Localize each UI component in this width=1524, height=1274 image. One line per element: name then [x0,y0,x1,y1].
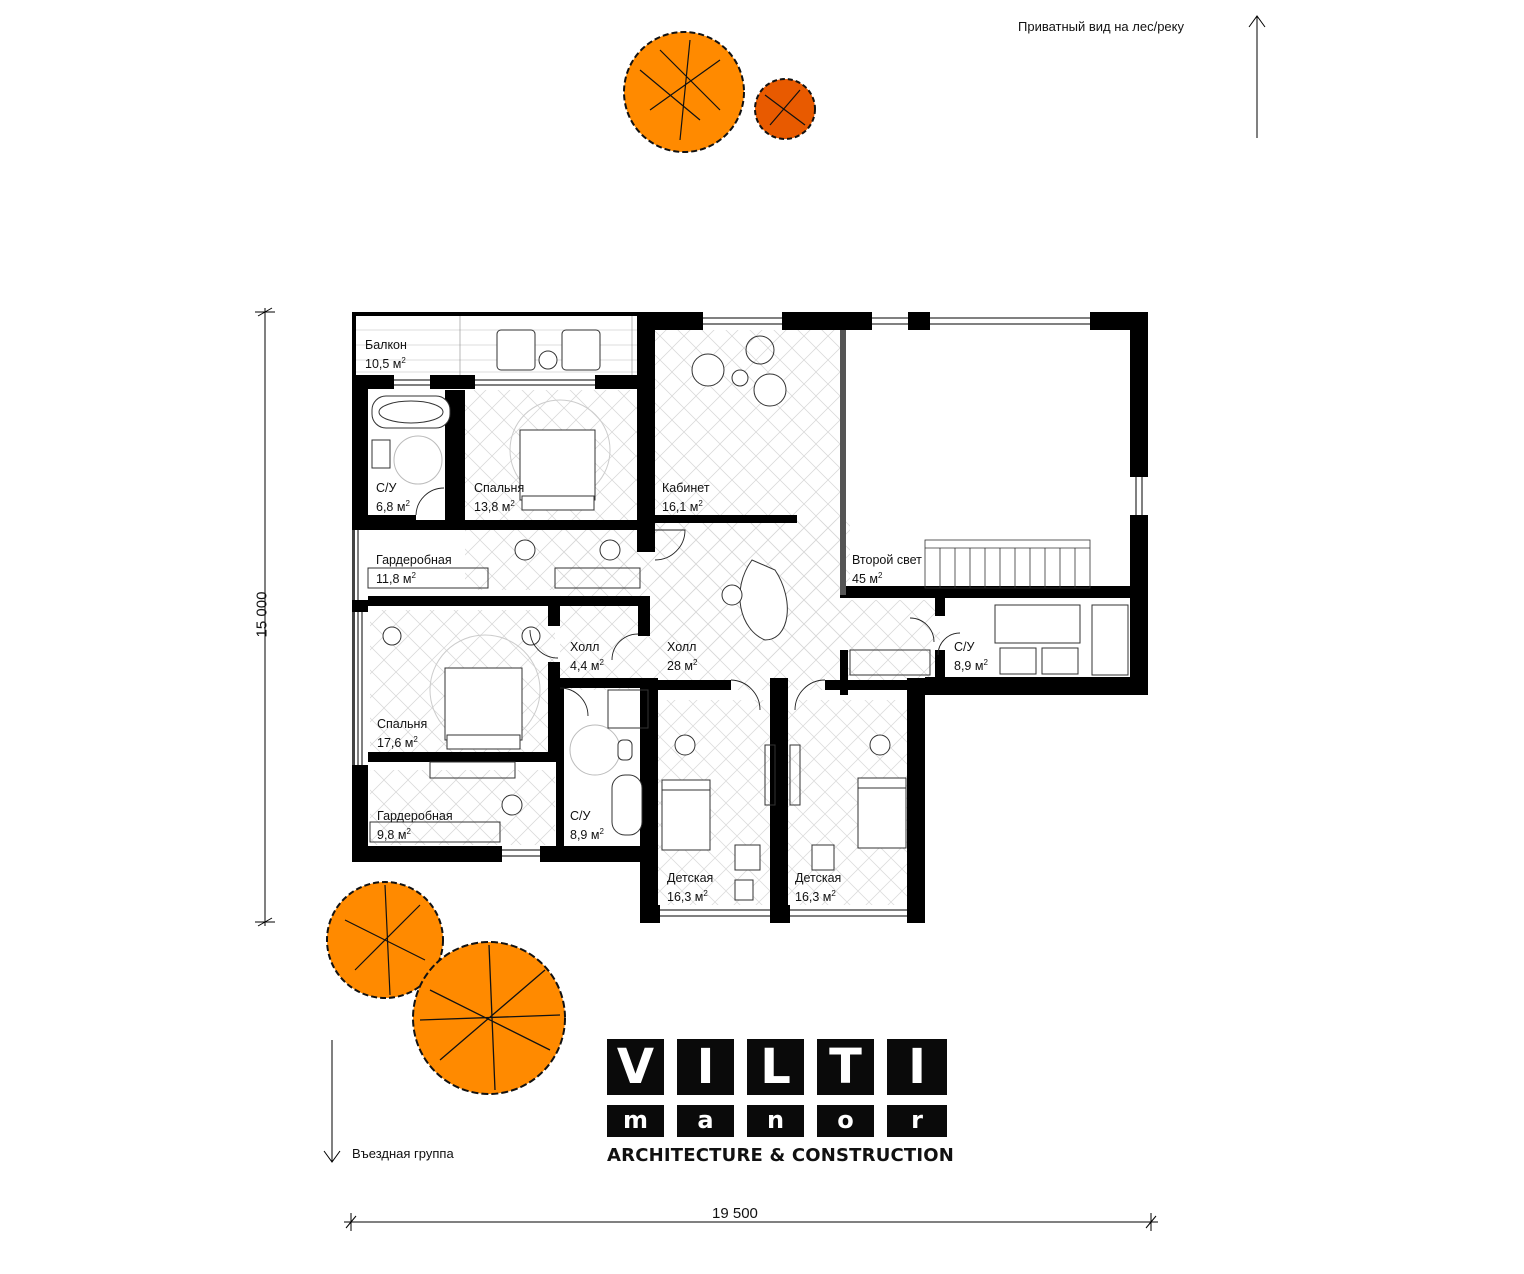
room-label-hall-small: Холл 4,4 $м^2$ [570,640,604,674]
logo-letter: V [607,1039,664,1095]
logo-tagline: ARCHITECTURE & CONSTRUCTION [607,1145,955,1166]
north-arrow-icon [1249,16,1265,138]
armchair-icon [497,330,535,370]
tree-icon [755,79,815,139]
logo-letter: n [747,1105,804,1137]
logo-letter: T [817,1039,874,1095]
logo-letter: a [677,1105,734,1137]
logo-letter: r [887,1105,947,1137]
bed-icon [520,430,595,500]
room-label-wardrobe-2: Гардеробная 9,8 $м^2$ [377,809,453,843]
dimension-height-label: 15 000 [253,591,271,638]
armchair-icon [692,354,724,386]
shower-icon [1092,605,1128,675]
room-label-kids-2: Детская 16,3 $м^2$ [795,871,842,905]
entrance-arrow-icon [324,1040,340,1162]
sink-icon [995,605,1080,643]
bed-icon [445,668,522,740]
room-label-kids-1: Детская 16,3 $м^2$ [667,871,714,905]
room-label-bathroom-3: С/У 8,9 $м^2$ [570,809,604,843]
room-label-bathroom-2: С/У 8,9 $м^2$ [954,640,988,674]
logo-letter: m [607,1105,664,1137]
desk-icon [735,845,760,870]
room-label-balcony: Балкон 10,5 $м^2$ [365,338,407,372]
room-label-bedroom-2: Спальня 17,6 $м^2$ [377,717,428,751]
room-label-wardrobe-1: Гардеробная 11,8 $м^2$ [376,553,452,587]
sink-icon [372,440,390,468]
room-label-hall-main: Холл 28 $м^2$ [667,640,698,674]
desk-icon [812,845,834,870]
stairs-icon [925,540,1090,588]
tree-icon [413,942,565,1094]
logo-letter: I [677,1039,734,1095]
logo-letter: L [747,1039,804,1095]
bathtub-icon [612,775,642,835]
room-label-bedroom-1: Спальня 13,8 $м^2$ [474,481,525,515]
room-label-bathroom-1: С/У 6,8 $м^2$ [376,481,410,515]
dimension-width-label: 19 500 [712,1205,758,1222]
room-label-study: Кабинет 16,1 $м^2$ [662,481,710,515]
room-label-double-height: Второй свет 45 $м^2$ [852,553,922,587]
logo-letter: I [887,1039,947,1095]
note-private-view: Приватный вид на лес/реку [1018,19,1184,34]
logo-letter: o [817,1105,874,1137]
note-entrance: Въездная группа [352,1146,454,1161]
tree-icon [624,32,744,152]
toilet-icon [618,740,632,760]
